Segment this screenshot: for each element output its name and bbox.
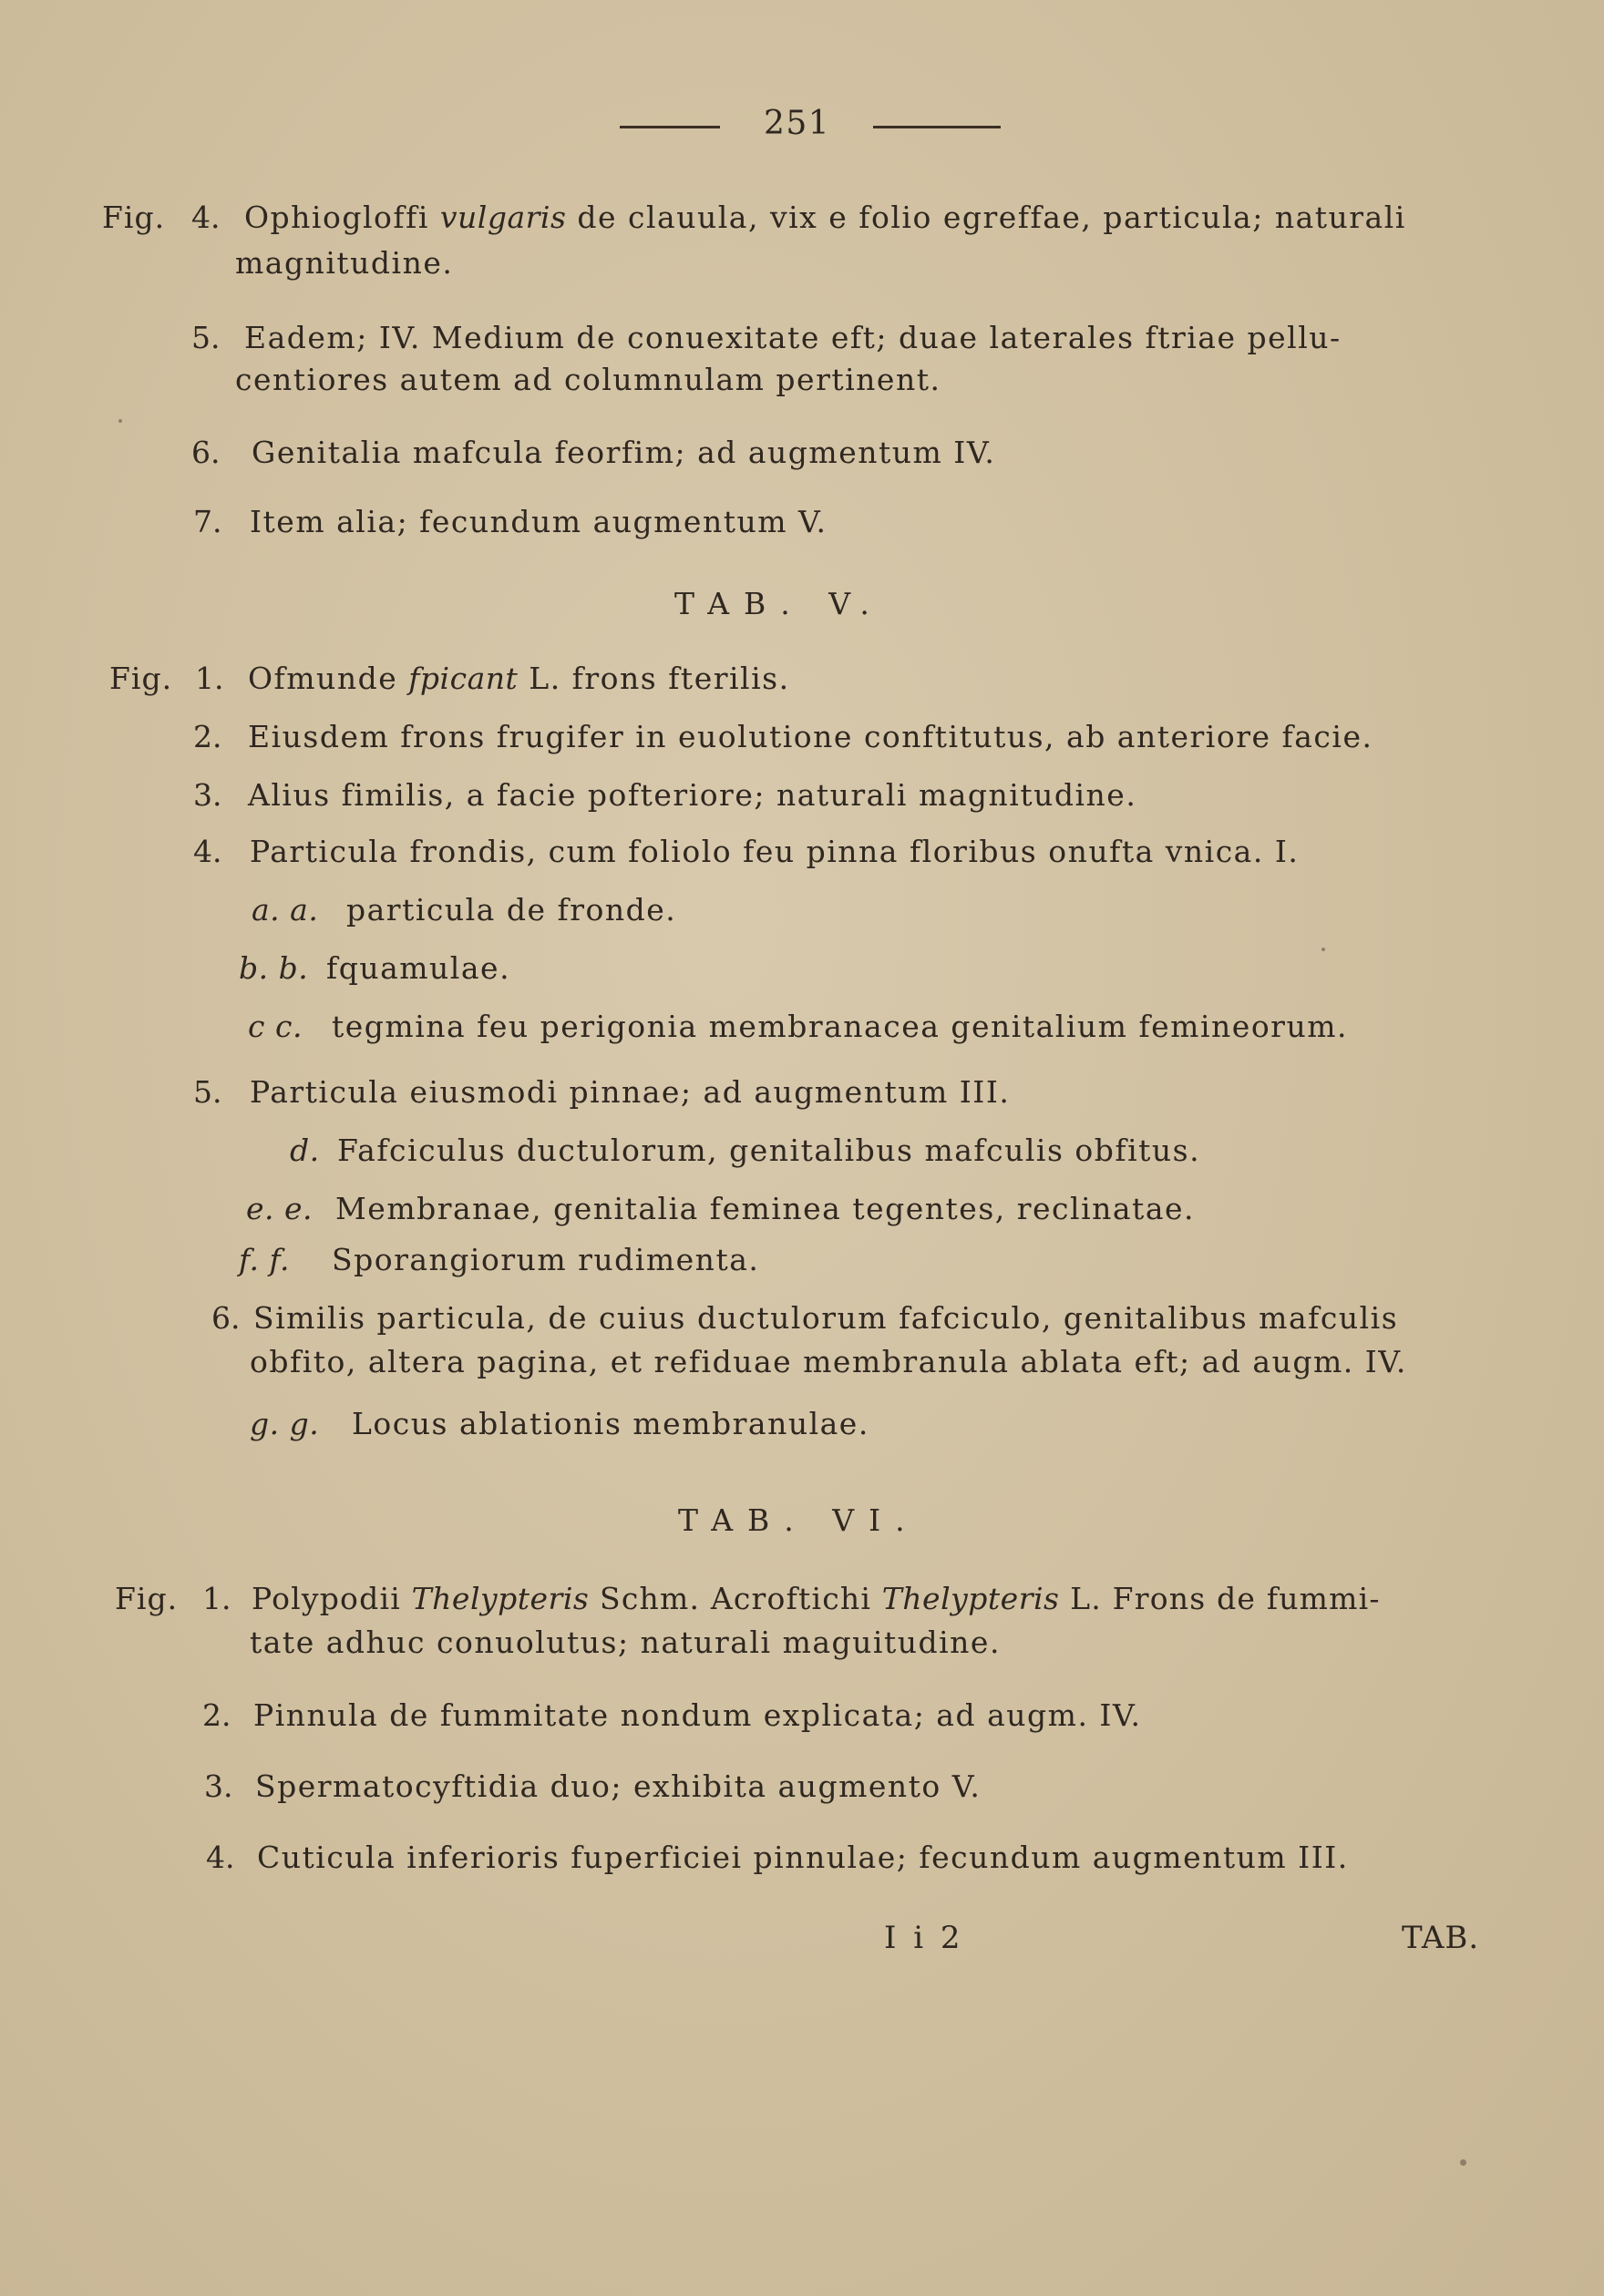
entry-number: 4. [191, 200, 221, 235]
entry-text: Genitalia mafcula feorfim; ad augmentum IV. [252, 435, 996, 470]
sub-text: Fafciculus ductulorum, genitalibus mafculis obfitus. [337, 1133, 1201, 1168]
header-rule-left [620, 126, 720, 128]
paper-speck [1460, 2159, 1466, 2166]
entry-continuation: obfito, altera pagina, et refiduae membranula ablata eft; ad augm. IV. [250, 1344, 1407, 1379]
sub-text: fquamulae. [326, 950, 511, 986]
entry-number: 3. [193, 777, 222, 813]
sub-text: Locus ablationis membranulae. [352, 1406, 869, 1441]
entry-number: 1. [195, 661, 224, 696]
entry-number: 6. [211, 1300, 241, 1336]
entry-number: 5. [193, 1074, 222, 1110]
sub-label: g. g. [250, 1406, 320, 1441]
entry-number: 5. [191, 320, 221, 355]
sub-label: b. b. [239, 950, 309, 986]
entry-continuation: tate adhuc conuolutus; naturali maguitudine. [250, 1625, 1001, 1660]
header-rule-right [873, 126, 1001, 128]
catchword: TAB. [1402, 1920, 1480, 1956]
entry-text: Pinnula de fummitate nondum explicata; ad augm. IV. [253, 1697, 1142, 1733]
entry-text: Item alia; fecundum augmentum V. [250, 504, 828, 539]
entry-text: Spermatocyftidia duo; exhibita augmento V. [255, 1768, 982, 1804]
entry-number: 6. [191, 435, 221, 470]
signature-mark: I i 2 [884, 1920, 964, 1956]
page-number: 251 [764, 105, 831, 142]
sub-label: c c. [248, 1009, 303, 1044]
sub-text: tegmina feu perigonia membranacea genitalium femineorum. [332, 1009, 1348, 1044]
entry-number: 2. [193, 719, 222, 754]
entry-text: Eadem; IV. Medium de conuexitate eft; duae laterales ftriae pellu- [244, 320, 1342, 355]
sub-text: Membranae, genitalia feminea tegentes, reclinatae. [335, 1191, 1196, 1226]
entry-text: Polypodii Thelypteris Schm. Acroftichi Thelypteris L. Frons de fummi- [252, 1581, 1381, 1616]
fig-label: Fig. [115, 1581, 179, 1616]
entry-continuation: magnitudine. [235, 245, 454, 281]
entry-continuation: centiores autem ad columnulam pertinent. [235, 362, 941, 397]
entry-number: 7. [193, 504, 222, 539]
entry-number: 3. [204, 1768, 233, 1804]
entry-text: Cuticula inferioris fuperficiei pinnulae; fecundum augmentum III. [257, 1840, 1349, 1875]
sub-label: d. [290, 1133, 320, 1168]
fig-label: Fig. [109, 661, 173, 696]
entry-text: Ophiogloffi vulgaris de clauula, vix e folio egreffae, particula; naturali [244, 200, 1406, 235]
paper-speck [1321, 948, 1325, 951]
paper-speck [118, 419, 122, 423]
section-heading-tab-vi: TAB. VI. [678, 1502, 920, 1538]
entry-text: Particula eiusmodi pinnae; ad augmentum III. [250, 1074, 1011, 1110]
sub-label: f. f. [239, 1242, 291, 1277]
sub-label: a. a. [252, 892, 319, 928]
entry-text: Particula frondis, cum foliolo feu pinna floribus onufta vnica. I. [250, 834, 1300, 869]
entry-number: 1. [202, 1581, 231, 1616]
entry-text: Alius fimilis, a facie pofteriore; naturali magnitudine. [248, 777, 1137, 813]
sub-text: particula de fronde. [346, 892, 677, 928]
entry-text: Eiusdem frons frugifer in euolutione conftitutus, ab anteriore facie. [248, 719, 1373, 754]
entry-text: Similis particula, de cuius ductulorum fafciculo, genitalibus mafculis [253, 1300, 1399, 1336]
section-heading-tab-v: TAB. V. [674, 586, 884, 621]
sub-text: Sporangiorum rudimenta. [332, 1242, 760, 1277]
entry-text: Ofmunde fpicant L. frons fterilis. [248, 661, 790, 696]
fig-label: Fig. [102, 200, 166, 235]
sub-label: e. e. [246, 1191, 314, 1226]
entry-number: 4. [193, 834, 222, 869]
entry-number: 2. [202, 1697, 231, 1733]
entry-number: 4. [206, 1840, 235, 1875]
